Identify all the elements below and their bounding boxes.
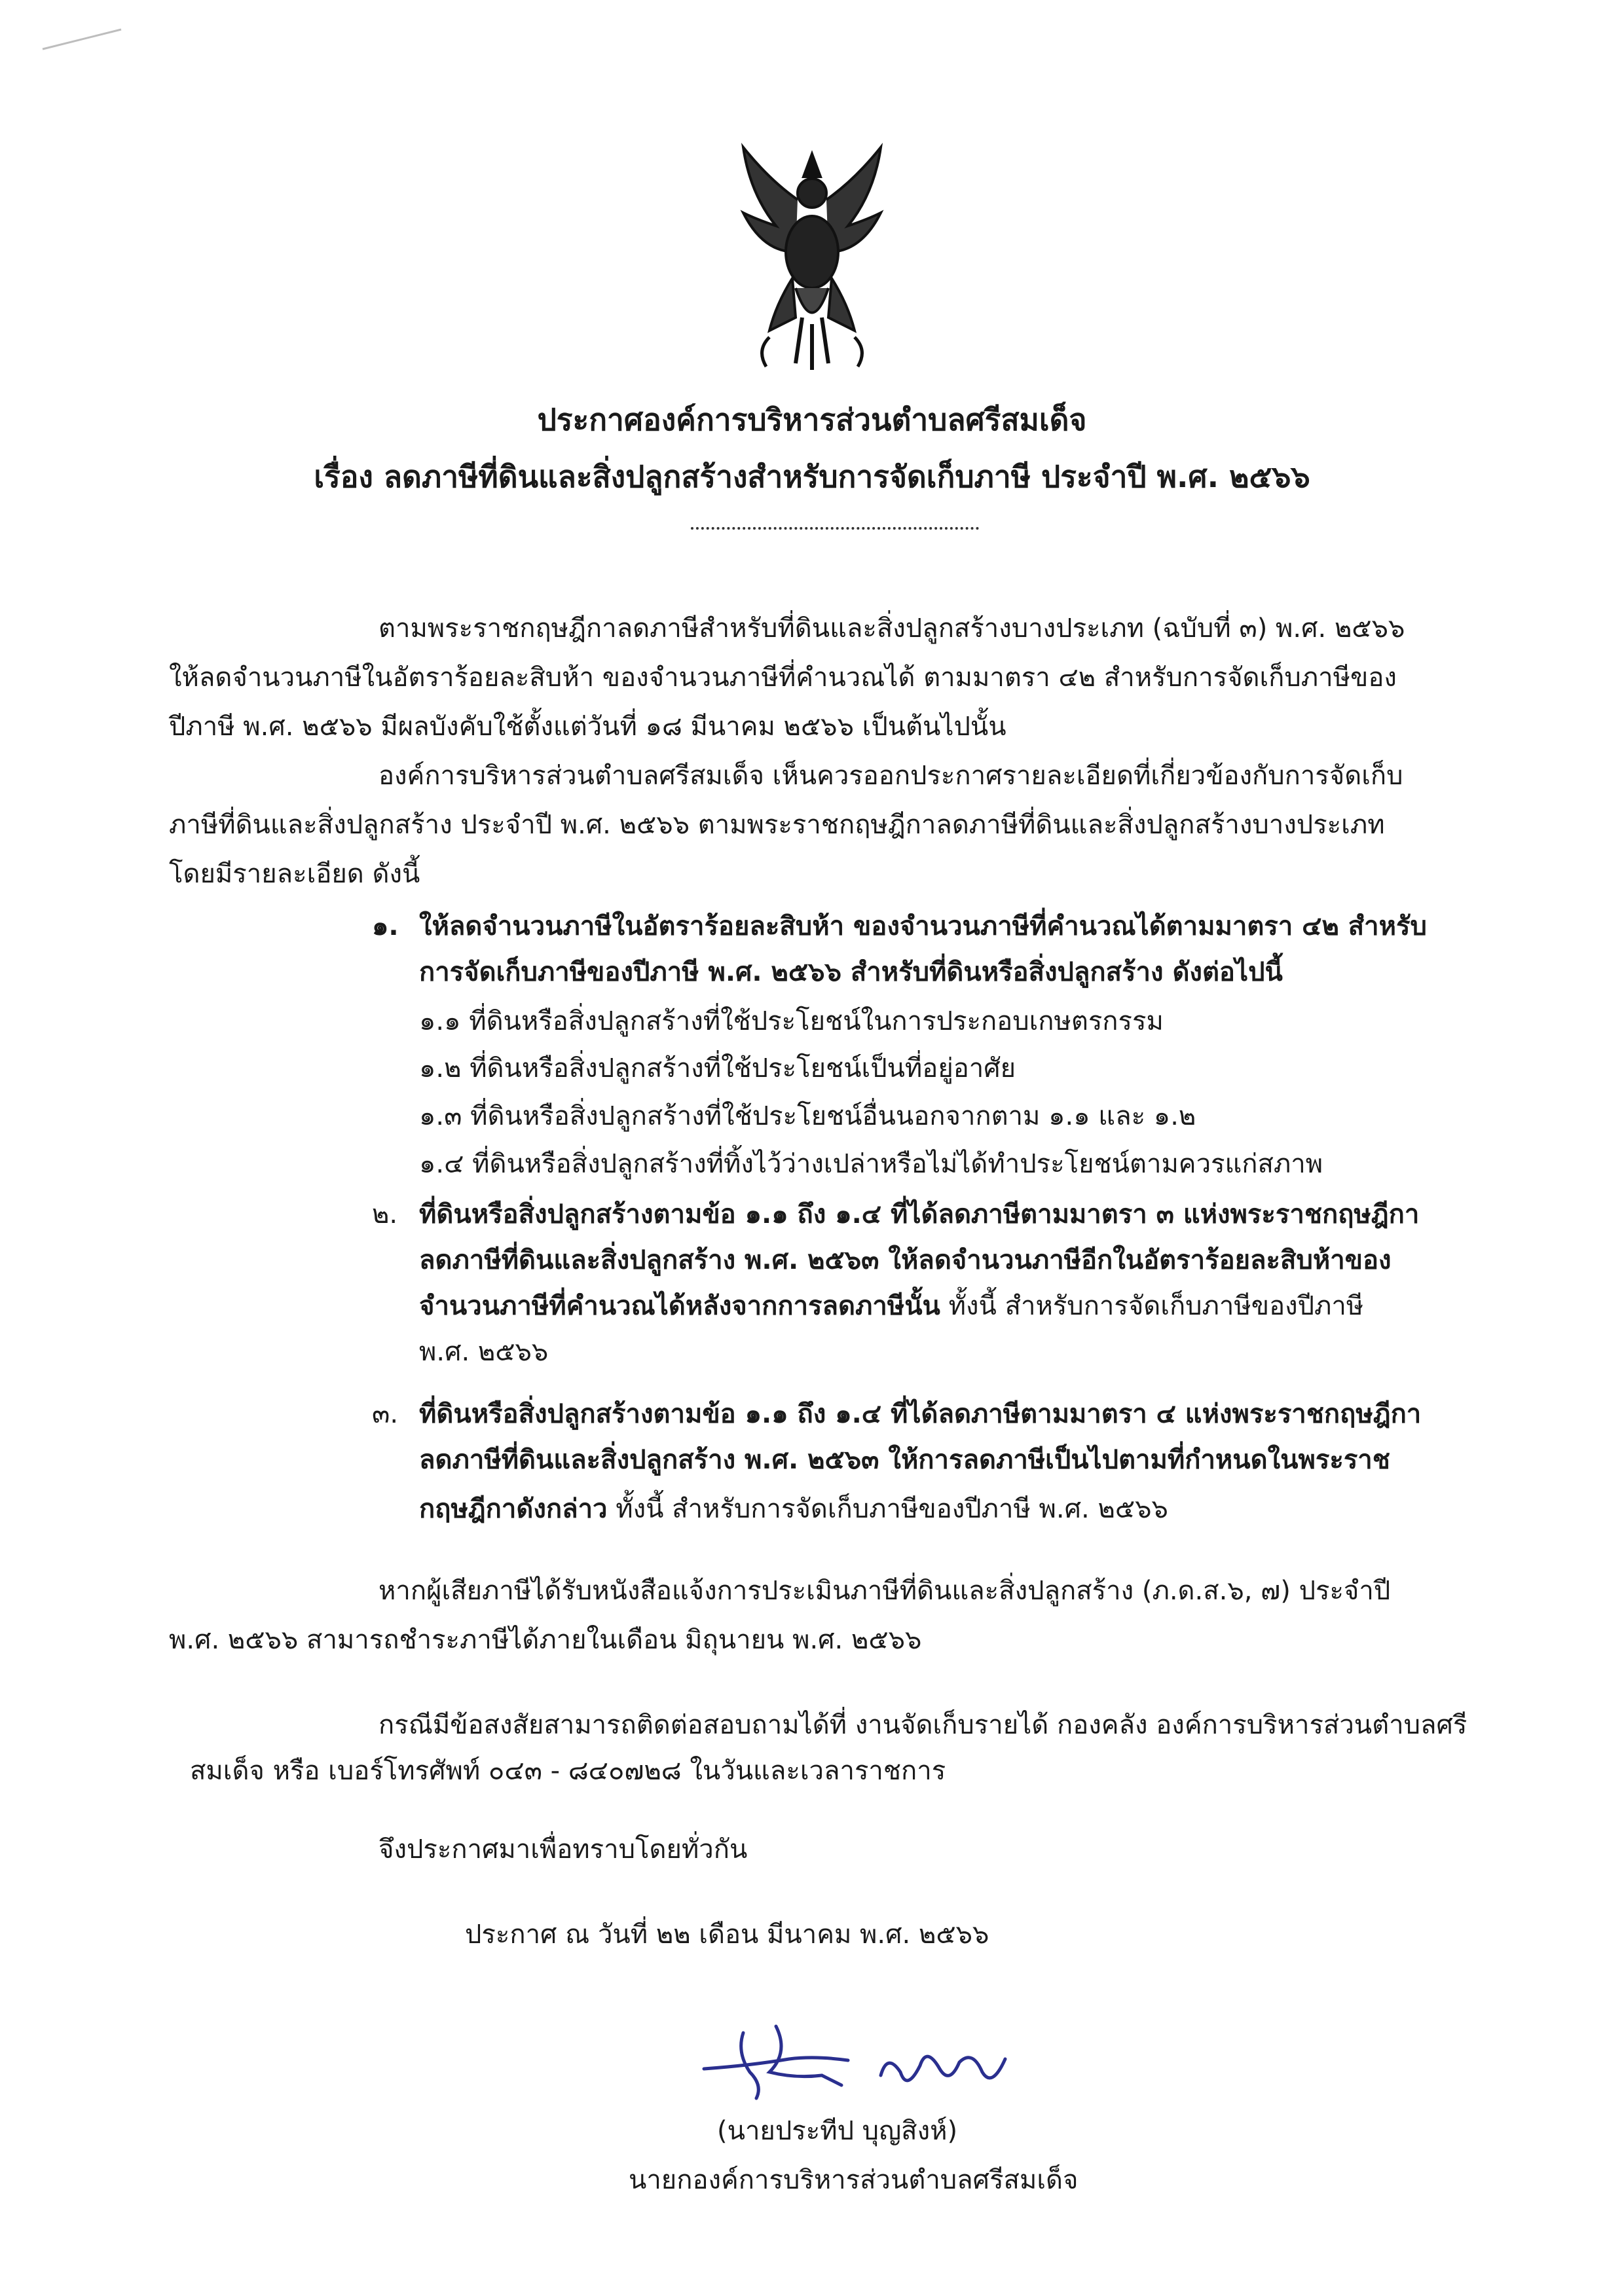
signer-title: นายกองค์การบริหารส่วนตำบลศรีสมเด็จ — [629, 2165, 1079, 2195]
para1-line3: ปีภาษี พ.ศ. ๒๕๖๖ มีผลบังคับใช้ตั้งแต่วันที่ ๑๘ มีนาคม ๒๕๖๖ เป็นต้นไปนั้น — [169, 712, 1006, 742]
announcement-title: ประกาศองค์การบริหารส่วนตำบลศรีสมเด็จ — [537, 402, 1087, 437]
subitem-1-2: ๑.๒ ที่ดินหรือสิ่งปลูกสร้างที่ใช้ประโยชน์เป็นที่อยู่อาศัย — [419, 1053, 1016, 1084]
announcement-date: ประกาศ ณ วันที่ ๒๒ เดือน มีนาคม พ.ศ. ๒๕๖๖ — [465, 1920, 989, 1950]
garuda-emblem — [730, 141, 894, 376]
signer-name: (นายประทีป บุญสิงห์) — [717, 2116, 958, 2146]
item1-line1: ให้ลดจำนวนภาษีในอัตราร้อยละสิบห้า ของจำนวนภาษีที่คำนวณได้ตามมาตรา ๔๒ สำหรับ — [419, 911, 1427, 941]
item1-line2: การจัดเก็บภาษีของปีภาษี พ.ศ. ๒๕๖๖ สำหรับที่ดินหรือสิ่งปลูกสร้าง ดังต่อไปนี้ — [419, 957, 1283, 987]
para4-line2: สมเด็จ หรือ เบอร์โทรศัพท์ ๐๔๓ - ๘๔๐๗๒๘ ในวันและเวลาราชการ — [190, 1756, 946, 1786]
item3-line3-bold: กฤษฎีกาดังกล่าว — [419, 1494, 608, 1524]
para1-line1: ตามพระราชกฤษฎีกาลดภาษีสำหรับที่ดินและสิ่งปลูกสร้างบางประเภท (ฉบับที่ ๓) พ.ศ. ๒๕๖๖ — [378, 613, 1405, 644]
item3-line3 — [419, 1496, 1168, 1522]
para2-line2: ภาษีที่ดินและสิ่งปลูกสร้าง ประจำปี พ.ศ. ๒๕๖๖ ตามพระราชกฤษฎีกาลดภาษีที่ดินและสิ่งปลูกสร้างบางประเภท — [169, 810, 1385, 840]
para2-line1: องค์การบริหารส่วนตำบลศรีสมเด็จ เห็นควรออกประกาศรายละเอียดที่เกี่ยวข้องกับการจัดเก็บ — [378, 761, 1403, 791]
item2-line3-tail: ทั้งนี้ สำหรับการจัดเก็บภาษีของปีภาษี — [940, 1291, 1364, 1321]
item3-line2: ลดภาษีที่ดินและสิ่งปลูกสร้าง พ.ศ. ๒๕๖๓ ให้การลดภาษีเป็นไปตามที่กำหนดในพระราช — [419, 1445, 1390, 1475]
item1-number: ๑. — [372, 911, 399, 941]
para4-line1: กรณีมีข้อสงสัยสามารถติดต่อสอบถามได้ที่ งานจัดเก็บรายได้ กองคลัง องค์การบริหารส่วนตำบลศรี — [378, 1710, 1467, 1740]
item2-number: ๒. — [372, 1199, 398, 1230]
para3-line1: หากผู้เสียภาษีได้รับหนังสือแจ้งการประเมินภาษีที่ดินและสิ่งปลูกสร้าง (ภ.ด.ส.๖, ๗) ประจำปี — [378, 1576, 1391, 1606]
item2-line1: ที่ดินหรือสิ่งปลูกสร้างตามข้อ ๑.๑ ถึง ๑.๔ ที่ได้ลดภาษีตามมาตรา ๓ แห่งพระราชกฤษฎีกา — [419, 1199, 1420, 1230]
subitem-1-3: ๑.๓ ที่ดินหรือสิ่งปลูกสร้างที่ใช้ประโยชน์อื่นนอกจากตาม ๑.๑ และ ๑.๒ — [419, 1101, 1196, 1131]
item3-line3-tail: ทั้งนี้ สำหรับการจัดเก็บภาษีของปีภาษี พ.ศ. ๒๕๖๖ — [607, 1494, 1168, 1524]
dotted-divider — [691, 527, 979, 530]
subitem-1-4: ๑.๔ ที่ดินหรือสิ่งปลูกสร้างที่ทิ้งไว้ว่างเปล่าหรือไม่ได้ทำประโยชน์ตามควรแก่สภาพ — [419, 1149, 1323, 1179]
item2-line3-bold: จำนวนภาษีที่คำนวณได้หลังจากการลดภาษีนั้น — [419, 1291, 940, 1321]
handwritten-signature — [691, 2013, 1031, 2111]
item3-line1: ที่ดินหรือสิ่งปลูกสร้างตามข้อ ๑.๑ ถึง ๑.๔ ที่ได้ลดภาษีตามมาตรา ๔ แห่งพระราชกฤษฎีกา — [419, 1399, 1422, 1429]
para2-line3: โดยมีรายละเอียด ดังนี้ — [169, 859, 420, 889]
scan-mark — [39, 26, 124, 52]
item2-line2: ลดภาษีที่ดินและสิ่งปลูกสร้าง พ.ศ. ๒๕๖๓ ให้ลดจำนวนภาษีอีกในอัตราร้อยละสิบห้าของ — [419, 1245, 1392, 1275]
para3-line2: พ.ศ. ๒๕๖๖ สามารถชำระภาษีได้ภายในเดือน มิถุนายน พ.ศ. ๒๕๖๖ — [169, 1625, 922, 1655]
item2-line3 — [419, 1293, 1363, 1319]
subitem-1-1: ๑.๑ ที่ดินหรือสิ่งปลูกสร้างที่ใช้ประโยชน์ในการประกอบเกษตรกรรม — [419, 1006, 1164, 1036]
closing-statement: จึงประกาศมาเพื่อทราบโดยทั่วกัน — [378, 1834, 748, 1865]
announcement-subject: เรื่อง ลดภาษีที่ดินและสิ่งปลูกสร้างสำหรับการจัดเก็บภาษี ประจำปี พ.ศ. ๒๕๖๖ — [314, 459, 1310, 494]
item2-line4: พ.ศ. ๒๕๖๖ — [419, 1337, 549, 1367]
para1-line2: ให้ลดจำนวนภาษีในอัตราร้อยละสิบห้า ของจำนวนภาษีที่คำนวณได้ ตามมาตรา ๔๒ สำหรับการจัดเก็บภาษีของ — [169, 663, 1397, 693]
item3-number: ๓. — [372, 1399, 399, 1429]
